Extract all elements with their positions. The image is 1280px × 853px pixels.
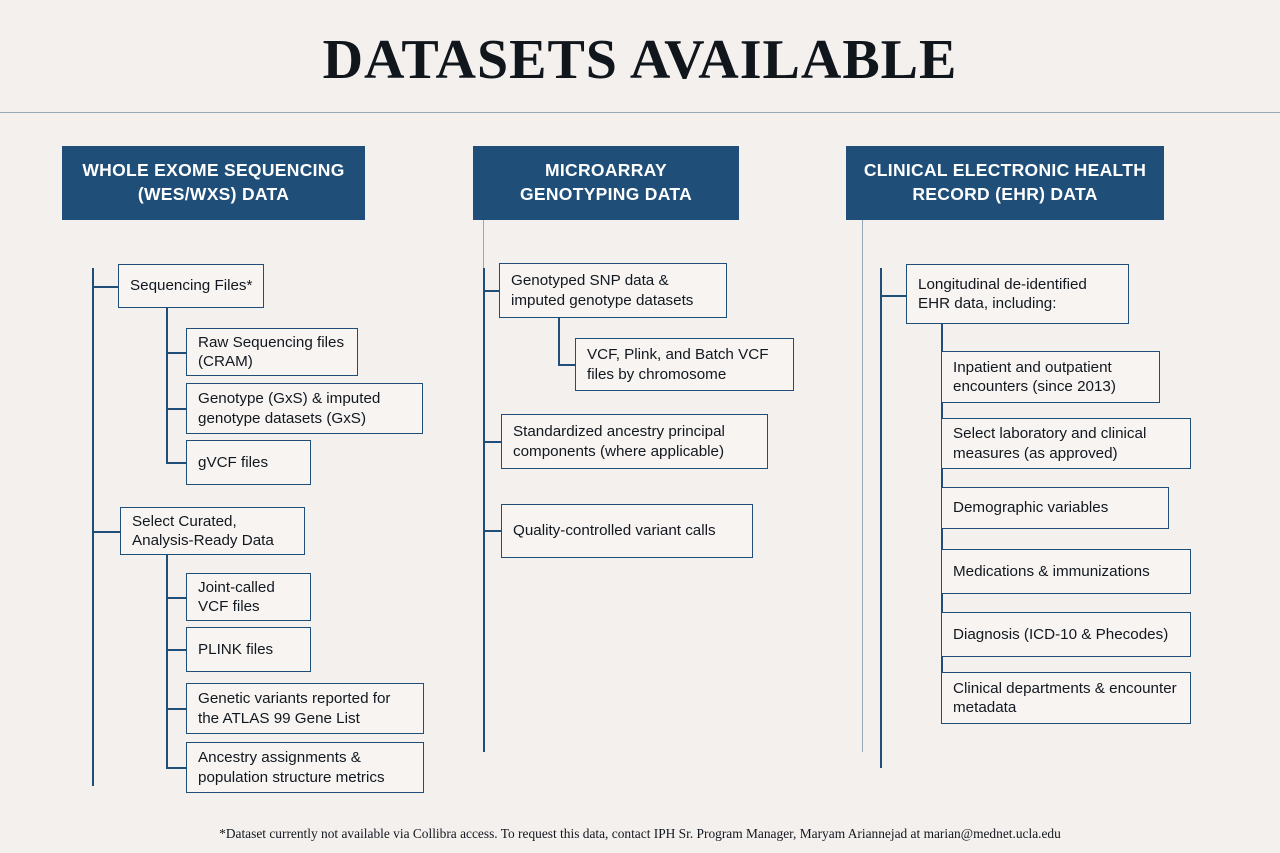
connector-wes-child-1-3	[166, 462, 188, 464]
column-header-wes: WHOLE EXOME SEQUENCING (WES/WXS) DATA	[62, 146, 365, 220]
connector-wes-child-2-2	[166, 649, 188, 651]
page-title: DATASETS AVAILABLE	[322, 29, 958, 91]
node-ehr-diagnosis: Diagnosis (ICD-10 & Phecodes)	[941, 612, 1191, 657]
node-wes-sequencing-files: Sequencing Files*	[118, 264, 264, 308]
node-wes-gvcf-files: gVCF files	[186, 440, 311, 485]
connector-wes-child-2-4	[166, 767, 188, 769]
column-divider-2	[862, 146, 863, 752]
connector-wes-child-2-1	[166, 597, 188, 599]
node-ehr-departments: Clinical departments & encounter metadata	[941, 672, 1191, 724]
connector-wes-child-2-3	[166, 708, 188, 710]
connector-micro-child-spine	[558, 318, 560, 365]
node-micro-ancestry-pcs: Standardized ancestry principal components (where applicable)	[501, 414, 768, 469]
node-micro-vcf-plink-batch: VCF, Plink, and Batch VCF files by chromosome	[575, 338, 794, 391]
node-wes-ancestry-assignments: Ancestry assignments & population structure metrics	[186, 742, 424, 793]
node-wes-select-curated: Select Curated, Analysis-Ready Data	[120, 507, 305, 555]
connector-wes-child-spine-1	[166, 308, 168, 463]
footnote: *Dataset currently not available via Collibra access. To request this data, contact IPH Sr. Program Manager, Maryam Ariannejad at marian@mednet.ucla.edu	[219, 826, 1061, 841]
node-wes-genotype-gxs: Genotype (GxS) & imputed genotype datasets (GxS)	[186, 383, 423, 434]
connector-wes-trunk-1	[92, 268, 94, 786]
connector-micro-trunk	[483, 268, 485, 752]
node-micro-qc-variant-calls: Quality-controlled variant calls	[501, 504, 753, 558]
connector-wes-parent-2	[92, 531, 122, 533]
connector-ehr-parent-1	[880, 295, 908, 297]
connector-wes-parent-1	[92, 286, 120, 288]
connector-wes-child-spine-2	[166, 555, 168, 768]
connector-ehr-trunk	[880, 268, 882, 768]
node-wes-plink-files: PLINK files	[186, 627, 311, 672]
node-ehr-lab-measures: Select laboratory and clinical measures (as approved)	[941, 418, 1191, 469]
node-ehr-encounters: Inpatient and outpatient encounters (since 2013)	[941, 351, 1160, 403]
column-header-ehr: CLINICAL ELECTRONIC HEALTH RECORD (EHR) DATA	[846, 146, 1164, 220]
connector-wes-child-1-2	[166, 408, 188, 410]
node-wes-joint-called-vcf: Joint-called VCF files	[186, 573, 311, 621]
node-ehr-demographics: Demographic variables	[941, 487, 1169, 529]
node-ehr-medications: Medications & immunizations	[941, 549, 1191, 594]
node-ehr-longitudinal-data: Longitudinal de-identified EHR data, including:	[906, 264, 1129, 324]
column-header-microarray: MICROARRAY GENOTYPING DATA	[473, 146, 739, 220]
title-divider	[0, 112, 1280, 113]
node-wes-raw-sequencing: Raw Sequencing files (CRAM)	[186, 328, 358, 376]
node-wes-atlas-99-gene-list: Genetic variants reported for the ATLAS 99 Gene List	[186, 683, 424, 734]
node-micro-genotyped-snp: Genotyped SNP data & imputed genotype datasets	[499, 263, 727, 318]
connector-wes-child-1-1	[166, 352, 188, 354]
